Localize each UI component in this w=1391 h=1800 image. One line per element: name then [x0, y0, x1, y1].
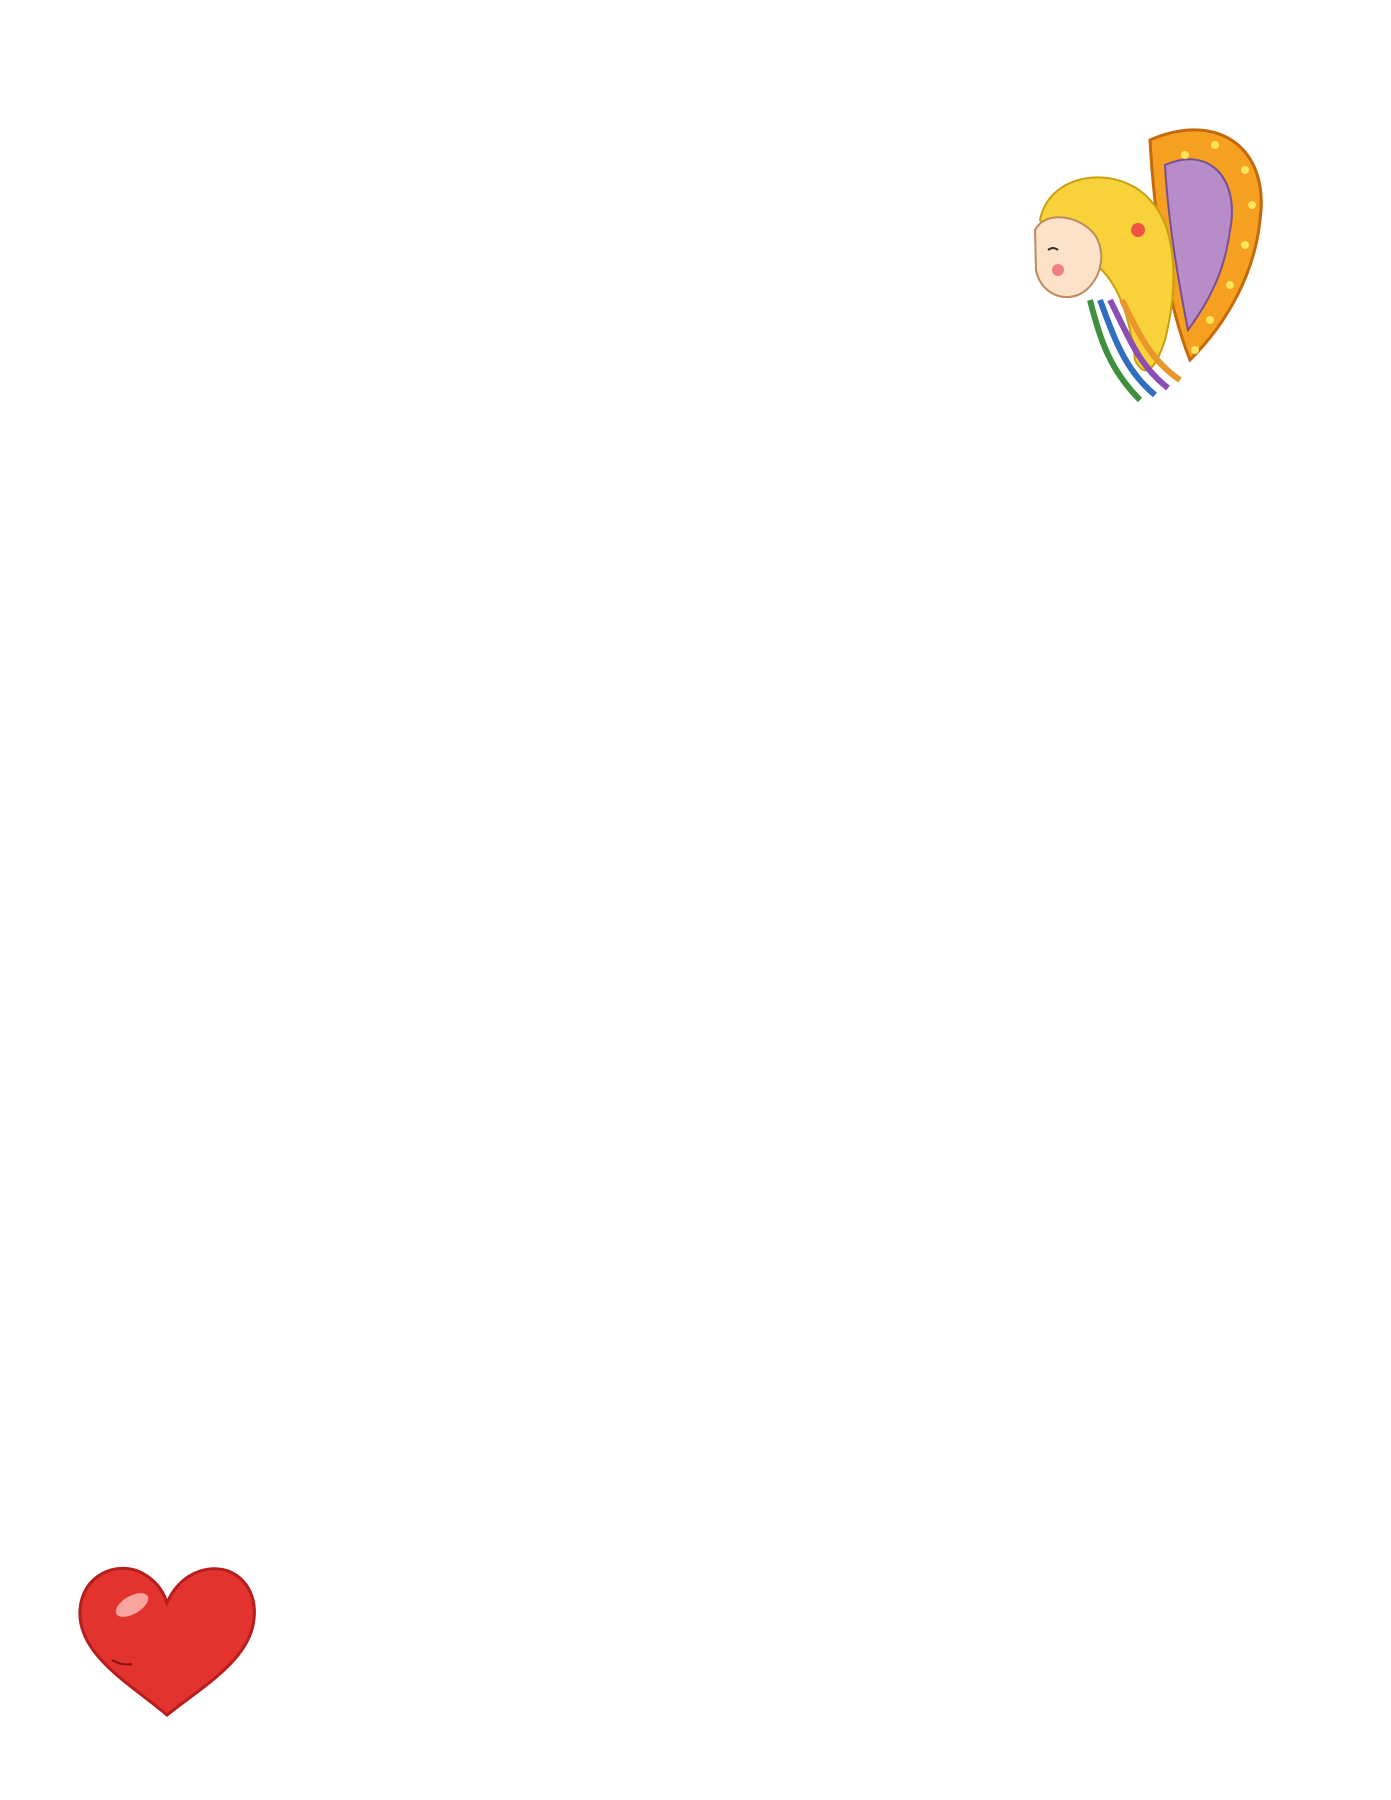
corbilina-logo-illustration	[940, 110, 1320, 540]
top-heart-border	[105, 118, 1065, 218]
side-heart-border	[1150, 535, 1260, 1715]
big-heart-icon	[72, 1555, 262, 1725]
